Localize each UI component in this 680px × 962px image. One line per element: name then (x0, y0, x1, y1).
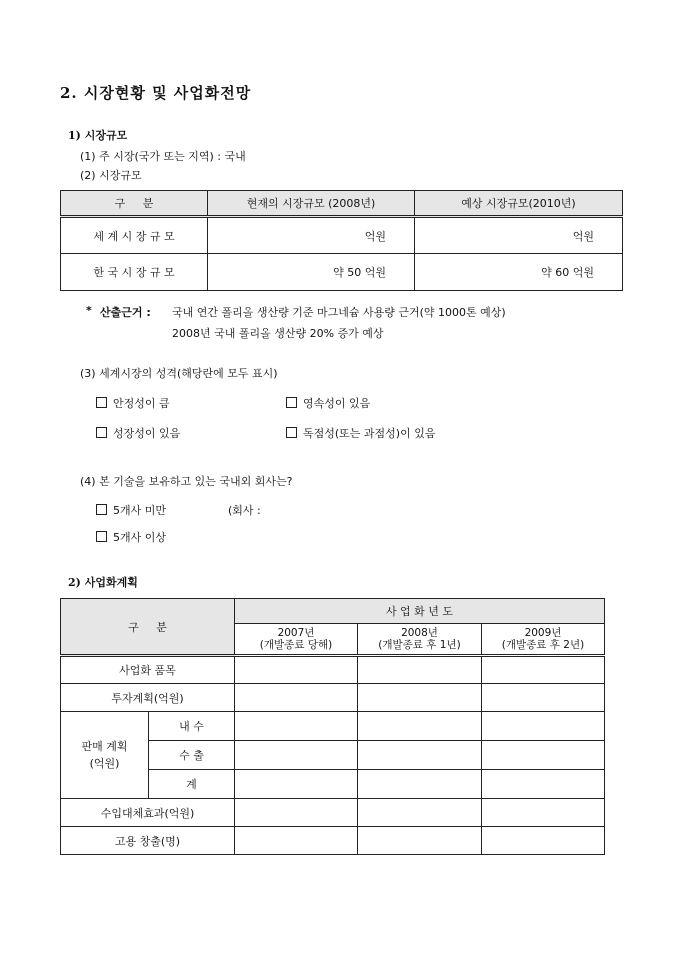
basis-line-1: 국내 연간 폴리올 생산량 기준 마그네슘 사용량 근거(약 1000톤 예상) (172, 306, 506, 319)
companies-option[interactable] (96, 529, 166, 545)
plan-row-label: 사업화 품목 (61, 656, 235, 684)
plan-row-label: 수입대체효과(억원) (61, 799, 235, 827)
plan-row-label: 투자계획(억원) (61, 684, 235, 712)
plan-header-row (61, 599, 605, 624)
plan-cell[interactable] (358, 741, 482, 770)
sales-group-line: 판매 계획 (81, 740, 128, 753)
plan-cell[interactable] (235, 827, 358, 855)
market-row-label: 한 국 시 장 규 모 (61, 254, 208, 291)
market-row-forecast: 억원 (415, 217, 623, 254)
table-row (61, 712, 605, 741)
plan-year-col (235, 624, 358, 656)
table-row (61, 656, 605, 684)
option-label: 안정성이 큼 (113, 397, 170, 410)
checkbox[interactable] (96, 531, 107, 542)
plan-cell[interactable] (482, 827, 605, 855)
companies-option[interactable] (96, 502, 166, 518)
companies-note: (회사 : (228, 504, 261, 517)
basis-label: 산출근거 : (100, 306, 151, 319)
plan-cell[interactable] (482, 684, 605, 712)
main-market-line: (1) 주 시장(국가 또는 지역) : 국내 (80, 150, 246, 163)
plan-cell[interactable] (235, 684, 358, 712)
companies-question: (4) 본 기술을 보유하고 있는 국내외 회사는? (80, 475, 293, 488)
market-header-current: 현재의 시장규모 (2008년) (208, 191, 415, 217)
plan-row-label: 내 수 (149, 712, 235, 741)
section-title: 2. 시장현황 및 사업화전망 (60, 84, 252, 102)
year-label: 2007년 (277, 627, 315, 639)
table-row (61, 799, 605, 827)
table-row (61, 827, 605, 855)
year-label: 2009년 (524, 627, 562, 639)
table-row (61, 684, 605, 712)
option-label: 독점성(또는 과점성)이 있음 (303, 427, 436, 440)
table-row (61, 254, 623, 291)
checkbox[interactable] (96, 427, 107, 438)
plan-year-col (358, 624, 482, 656)
plan-cell[interactable] (235, 712, 358, 741)
plan-cell[interactable] (235, 656, 358, 684)
year-note: (개발종료 후 1년) (378, 639, 461, 651)
plan-year-col (482, 624, 605, 656)
sales-group-line: (억원) (89, 757, 120, 770)
option-label: 5개사 미만 (113, 504, 166, 517)
plan-cell[interactable] (358, 684, 482, 712)
plan-row-label: 고용 창출(명) (61, 827, 235, 855)
plan-cell[interactable] (358, 799, 482, 827)
plan-cell[interactable] (235, 770, 358, 799)
market-row-label: 세 계 시 장 규 모 (61, 217, 208, 254)
checkbox[interactable] (96, 504, 107, 515)
plan-cell[interactable] (482, 712, 605, 741)
market-row-current: 억원 (208, 217, 415, 254)
plan-cell[interactable] (482, 770, 605, 799)
year-note: (개발종료 후 2년) (501, 639, 585, 651)
plan-row-label: 계 (149, 770, 235, 799)
plan-cell[interactable] (482, 656, 605, 684)
market-size-label: (2) 시장규모 (80, 169, 142, 182)
plan-cell[interactable] (358, 827, 482, 855)
market-row-forecast: 약 60 억원 (415, 254, 623, 291)
basis-bullet: * (86, 304, 92, 317)
basis-line-2: 2008년 국내 폴리올 생산량 20% 증가 예상 (172, 327, 384, 340)
year-label: 2008년 (401, 627, 438, 639)
market-size-heading: 1) 시장규모 (68, 129, 128, 142)
business-plan-table (60, 598, 605, 855)
year-note: (개발종료 당해) (259, 639, 333, 651)
plan-cell[interactable] (235, 799, 358, 827)
nature-option[interactable] (286, 395, 370, 411)
plan-cell[interactable] (358, 656, 482, 684)
nature-option[interactable] (96, 425, 180, 441)
plan-row-label: 수 출 (149, 741, 235, 770)
option-label: 성장성이 있음 (113, 427, 181, 440)
checkbox[interactable] (286, 397, 297, 408)
checkbox[interactable] (286, 427, 297, 438)
market-header-category: 구 분 (61, 191, 208, 217)
plan-cell[interactable] (235, 741, 358, 770)
plan-cell[interactable] (358, 770, 482, 799)
plan-corner: 구 분 (61, 599, 235, 656)
plan-year-header: 사 업 화 년 도 (235, 599, 605, 624)
option-label: 영속성이 있음 (303, 397, 371, 410)
market-nature-question: (3) 세계시장의 성격(해당란에 모두 표시) (80, 367, 278, 380)
market-table-header-row (61, 191, 623, 217)
market-size-table (60, 190, 623, 291)
table-row (61, 217, 623, 254)
checkbox[interactable] (96, 397, 107, 408)
plan-cell[interactable] (358, 712, 482, 741)
nature-option[interactable] (286, 425, 435, 441)
plan-cell[interactable] (482, 799, 605, 827)
nature-option[interactable] (96, 395, 170, 411)
market-row-current: 약 50 억원 (208, 254, 415, 291)
plan-sales-group (61, 712, 149, 799)
market-header-forecast: 예상 시장규모(2010년) (415, 191, 623, 217)
option-label: 5개사 이상 (113, 531, 166, 544)
plan-cell[interactable] (482, 741, 605, 770)
business-plan-heading: 2) 사업화계획 (68, 576, 138, 589)
